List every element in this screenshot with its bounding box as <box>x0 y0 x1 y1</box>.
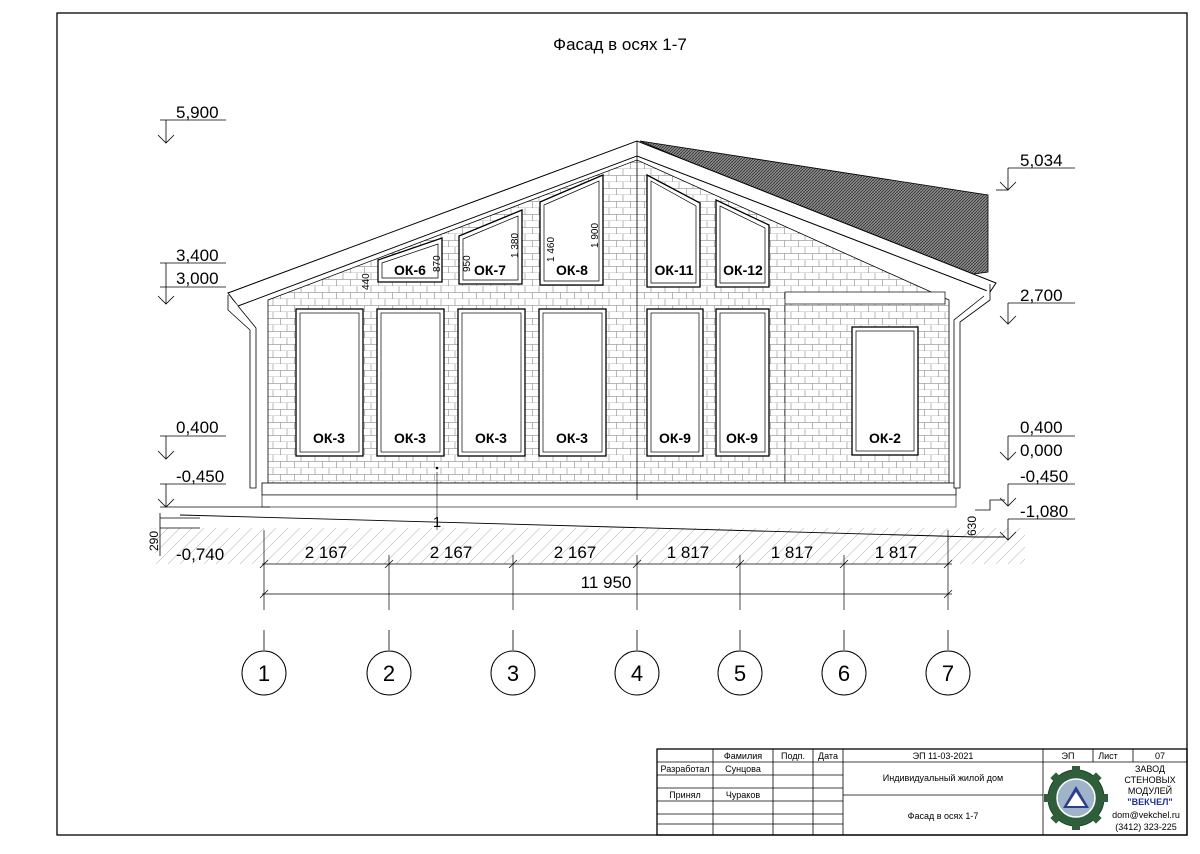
stamp-header-date: Дата <box>818 751 838 761</box>
span-label: 1 817 <box>666 543 710 562</box>
downpipe-right <box>954 284 990 488</box>
total-span-label: 11 950 <box>580 573 632 592</box>
axis-leaders <box>264 630 948 650</box>
level-label: -1,080 <box>1020 502 1069 521</box>
window-label: ОК-11 <box>654 262 694 278</box>
axis-label: 7 <box>941 661 955 686</box>
level-label: -0,450 <box>176 467 225 486</box>
stamp-name: Сунцова <box>725 764 761 774</box>
axis-label: 1 <box>257 661 271 686</box>
axis-label: 4 <box>630 661 644 686</box>
window-label: ОК-3 <box>394 430 426 446</box>
window-label: ОК-6 <box>394 262 426 278</box>
window-label: ОК-2 <box>869 430 901 446</box>
company-logo <box>1044 766 1108 830</box>
dim-290: 290 <box>147 530 161 551</box>
axis-label: 2 <box>382 661 396 686</box>
drawing-title: Фасад в осях 1-7 <box>553 35 687 54</box>
span-label: 2 167 <box>429 543 473 562</box>
company-line: СТЕНОВЫХ <box>1124 775 1176 785</box>
stamp-header-family: Фамилия <box>723 751 763 761</box>
canopy-strip <box>785 292 945 304</box>
stamp-sheet-title: Фасад в осях 1-7 <box>907 811 979 821</box>
stamp-project: Индивидуальный жилой дом <box>882 773 1004 783</box>
axis-label: 5 <box>733 661 747 686</box>
window-dim: 1 900 <box>590 222 601 248</box>
slope-dot <box>436 467 439 470</box>
stamp-sheet-header: Лист <box>1098 751 1118 761</box>
stamp-role: Принял <box>669 790 701 800</box>
dim-630: 630 <box>965 515 979 536</box>
span-label: 2 167 <box>304 543 348 562</box>
stamp-header-sign: Подп. <box>781 751 805 761</box>
level-label: -0,450 <box>1020 467 1069 486</box>
level-label: 5,900 <box>176 103 219 122</box>
span-label: 2 167 <box>553 543 597 562</box>
span-label: 1 817 <box>770 543 814 562</box>
level-label: 0,000 <box>1020 441 1063 460</box>
window-label: ОК-3 <box>313 430 345 446</box>
window-dim: 1 460 <box>546 236 557 262</box>
level-label: 5,034 <box>1020 151 1063 170</box>
company-line: ЗАВОД <box>1134 764 1166 774</box>
axis-label: 6 <box>837 661 851 686</box>
stamp-sheet-number: 07 <box>1154 751 1166 761</box>
level-label: -0,740 <box>176 545 225 564</box>
plinth <box>262 483 956 495</box>
window-dim: 1 380 <box>510 232 521 258</box>
window-label: ОК-9 <box>659 430 691 446</box>
window-label: ОК-3 <box>475 430 507 446</box>
company-line: МОДУЛЕЙ <box>1127 786 1173 796</box>
level-label: 3,400 <box>176 246 219 265</box>
level-label: 3,000 <box>176 269 219 288</box>
slope-mark: 1 <box>432 514 442 531</box>
level-label: 0,400 <box>1020 418 1063 437</box>
span-label: 1 817 <box>874 543 918 562</box>
window-label: ОК-9 <box>726 430 758 446</box>
company-name: "ВЕКЧЕЛ" <box>1127 797 1173 807</box>
stamp-name: Чураков <box>725 790 761 800</box>
company-phone: (3412) 323-225 <box>1115 822 1177 832</box>
window-dim: 870 <box>432 255 443 272</box>
window-label: ОК-3 <box>556 430 588 446</box>
axis-label: 3 <box>506 661 520 686</box>
window-dim: 950 <box>462 255 473 272</box>
level-label: 0,400 <box>176 418 219 437</box>
company-email: dom@vekchel.ru <box>1112 810 1180 820</box>
downpipe-left <box>228 295 256 488</box>
window-label: ОК-8 <box>556 262 588 278</box>
stamp-stage: ЭП <box>1061 751 1075 761</box>
stamp-code: ЭП 11-03-2021 <box>912 751 974 761</box>
window-label: ОК-7 <box>474 262 506 278</box>
level-label: 2,700 <box>1020 286 1063 305</box>
window-dim: 440 <box>361 273 372 290</box>
stamp-role: Разработал <box>660 764 710 774</box>
window-label: ОК-12 <box>723 262 763 278</box>
foundation <box>262 495 956 507</box>
